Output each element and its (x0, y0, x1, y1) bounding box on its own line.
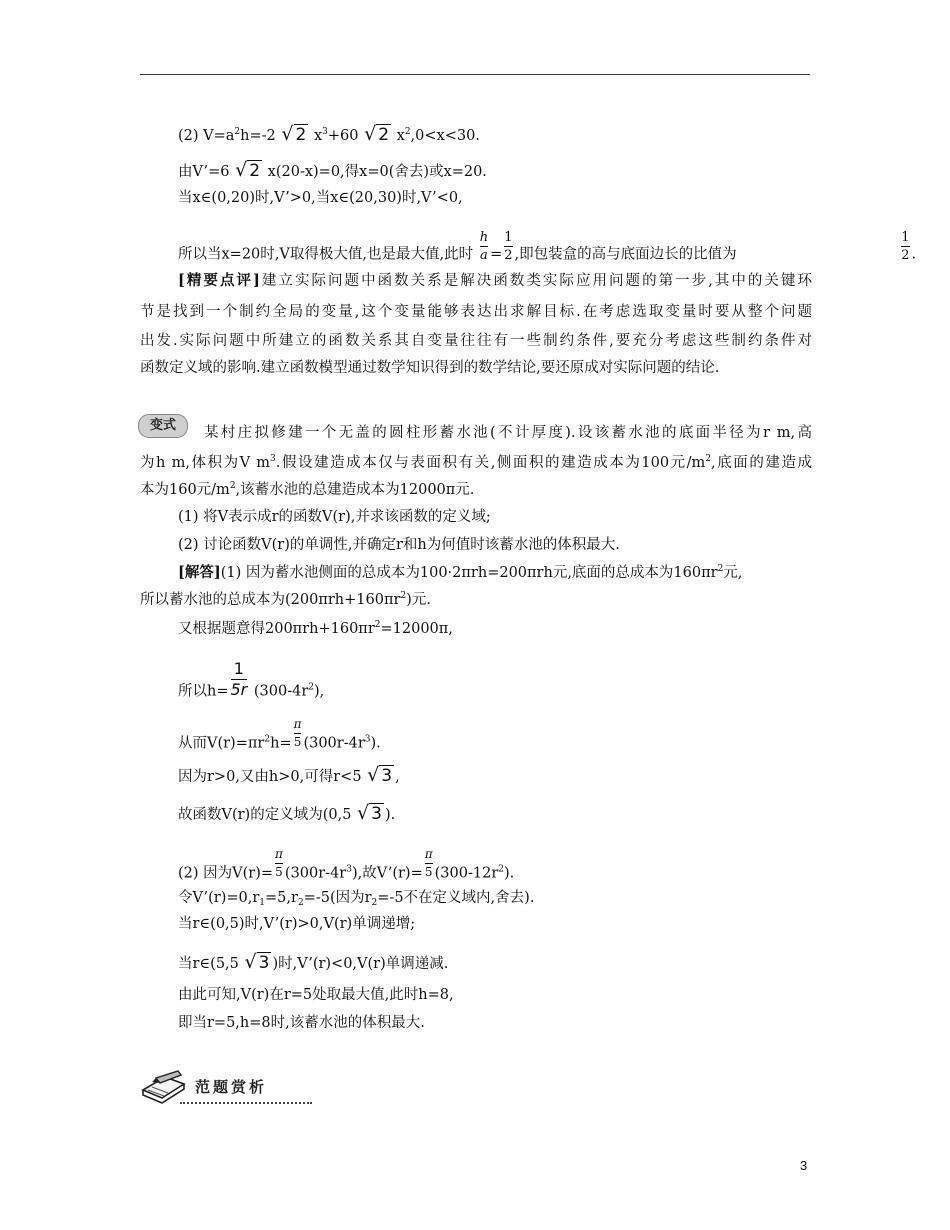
answer-line-13: 即当r=5,h=8时,该蓄水池的体积最大. (178, 1015, 425, 1031)
variant-line-1: 某村庄拟修建一个无盖的圆柱形蓄水池(不计厚度).设该蓄水池的底面半径为r m,高 (204, 425, 812, 441)
fraction-one-half: $\frac{1}{2}$ (901, 230, 910, 263)
sqrt-3: √ 3 (367, 764, 393, 786)
answer-line-5: 从而$V(r)=\pi r^2h=$ $\frac{\pi}{5}$ $(300r-4r^3)$. (178, 717, 381, 752)
fraction-h-over-a: $\frac{h}{a}$ (479, 230, 489, 263)
solution-line-volume: (2) $V=a^2h=-2$ √ 2 $x^3+60$ √ 2 $x^2,0<x<30$. (178, 123, 480, 145)
sqrt-3: √ 3 (357, 802, 382, 824)
page-number: 3 (800, 1158, 808, 1173)
sqrt-3: √ 3 (244, 951, 270, 973)
variant-badge: 变式 (138, 414, 188, 438)
variant-question-2: (2) 讨论函数V(r)的单调性,并确定r和h为何值时该蓄水池的体积最大. (178, 537, 620, 553)
fraction-one-half: $\frac{1}{2}$ (504, 230, 513, 263)
comment-line-4: 函数定义域的影响.建立函数模型通过数学知识得到的数学结论,要还原成对实际问题的结论. (140, 360, 720, 376)
sqrt-2: √ 2 (364, 123, 390, 145)
answer-line-7: 故函数V(r)的定义域为(0,5 √ 3 ). (178, 802, 396, 824)
answer-line-9: 令$V’(r)=0,r_1=5,r_2=-5$(因为$r_2=-5$不在定义域内,舍去). (178, 890, 535, 908)
answer-line-2: 所以蓄水池的总成本为$(200\pi rh+160\pi r^2)$元. (140, 591, 431, 608)
answer-line-8: (2) 因为V(r)= $\frac{\pi}{5}$ $(300r-4r^3)$,故V’(r)= $\frac{\pi}{5}$ $(300-12r^2)$. (178, 847, 515, 882)
answer-line-12: 由此可知,V(r)在r=5处取最大值,此时h=8, (178, 987, 454, 1003)
comment-label: [精要点评] (178, 272, 260, 289)
solution-line-sign: 当x∈(0,20)时,V’>0,当x∈(20,30)时,V’<0, (178, 190, 463, 206)
variant-line-3: 本为160元$/m^2$,该蓄水池的总建造成本为12000π元. (140, 481, 475, 498)
answer-line-11: 当r∈(5,5 √ 3 )时,V’(r)<0,V(r)单调递减. (178, 951, 449, 973)
answer-label: [解答] (178, 564, 221, 581)
answer-line-4: 所以h= $\frac{1}{5r}$ $(300-4r^2)$, (178, 659, 325, 700)
comment-line-1: [精要点评]建立实际问题中函数关系是解决函数类实际应用问题的第一步,其中的关键环 (178, 272, 812, 289)
fraction-pi-over-5: $\frac{\pi}{5}$ (275, 847, 283, 879)
section-title: 范题赏析 (195, 1078, 268, 1096)
sqrt-2: √ 2 (235, 159, 261, 181)
header-rule (140, 74, 810, 75)
answer-line-1: [解答](1) 因为蓄水池侧面的总成本为100·2πrh=200πrh元,底面的总成本为$160\pi r^2$元, (178, 564, 743, 581)
fraction-one-over-5r: $\frac{1}{5r}$ (230, 659, 248, 699)
solution-line-derivative: 由V’=6 √ 2 x(20-x)=0,得x=0(舍去)或x=20. (178, 159, 487, 181)
answer-line-6: 因为r>0,又由h>0,可得r<5 √ 3 , (178, 764, 400, 786)
answer-line-10: 当r∈(0,5)时,V’(r)>0,V(r)单调递增; (178, 916, 416, 932)
solution-line-conclusion: 所以当x=20时,V取得极大值,也是最大值,此时 $\frac{h}{a}$ = $\frac{1}{2}$ ,即包装盒的高与底面边长的比值为 $\frac{1}{2}$ . (178, 230, 917, 263)
variant-line-2: 为h m,体积为V $m^3$.假设建造成本仅与表面积有关,侧面积的建造成本为100元$/m^2$,底面的建造成 (140, 454, 813, 471)
comment-line-2: 节是找到一个制约全局的变量,这个变量能够表达出求解目标.在考虑选取变量时要从整个问题 (140, 304, 812, 320)
fraction-pi-over-5: $\frac{\pi}{5}$ (293, 717, 302, 749)
comment-line-3: 出发.实际问题中所建立的函数关系其自变量往往有一些制约条件,要充分考虑这些制约条件对 (140, 333, 812, 349)
answer-line-3: 又根据题意得$200\pi rh+160\pi r^2=12000\pi$, (178, 620, 453, 637)
section-title-underline (180, 1102, 312, 1104)
sqrt-2: √ 2 (281, 123, 307, 145)
fraction-pi-over-5: $\frac{\pi}{5}$ (424, 847, 433, 879)
section-title-block (140, 1068, 315, 1108)
variant-question-1: (1) 将V表示成r的函数V(r),并求该函数的定义域; (178, 509, 491, 525)
